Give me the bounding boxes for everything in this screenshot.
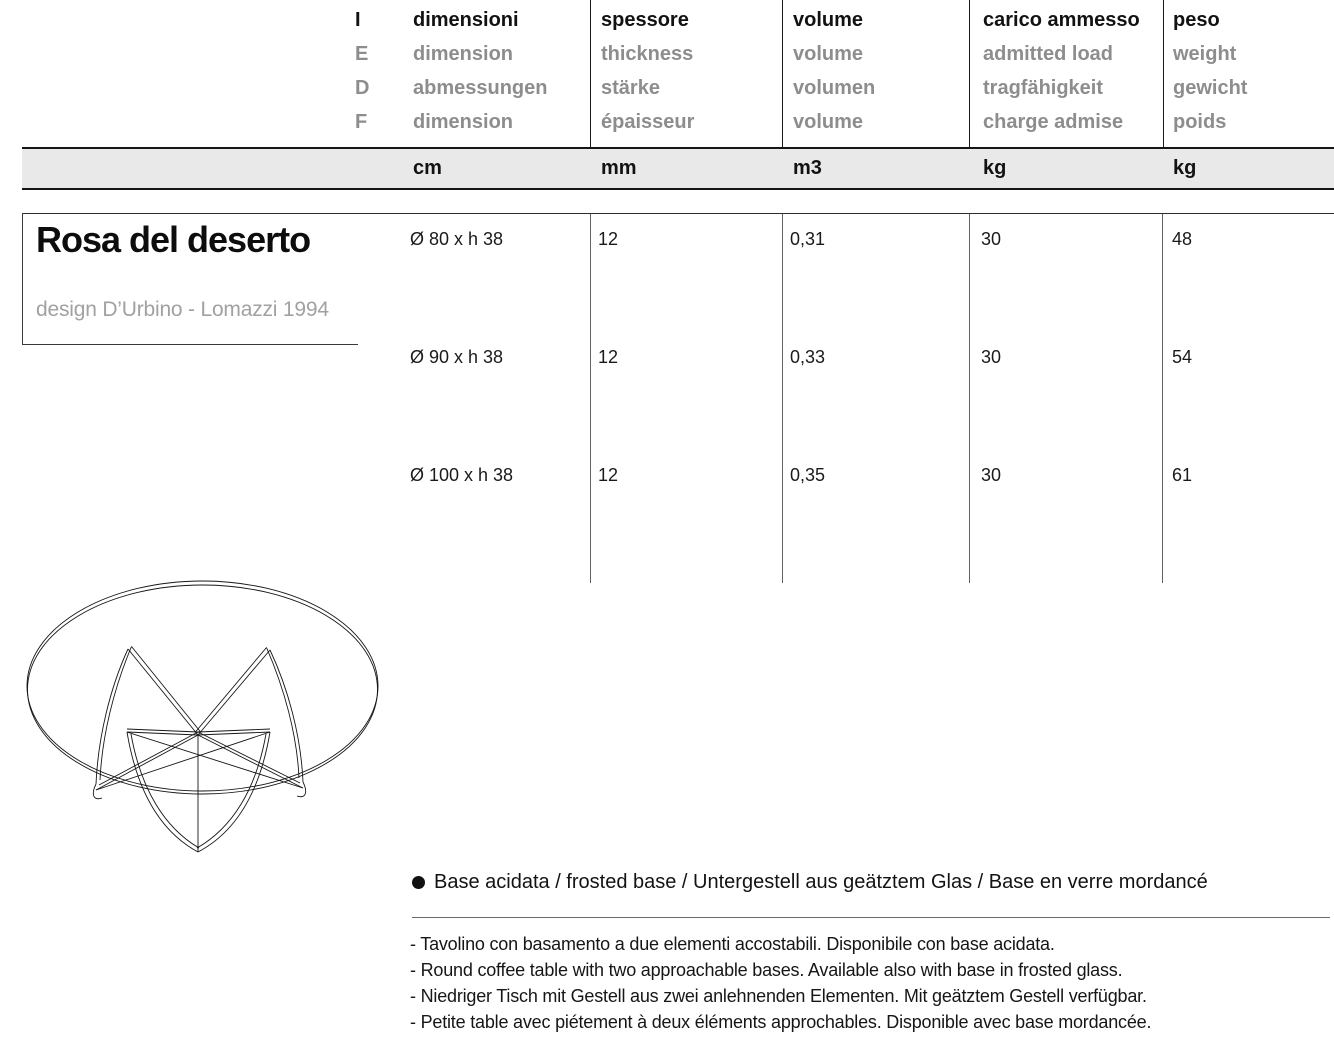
spec-cell-thickness: 12 (598, 347, 619, 367)
table-wireframe-drawing (15, 566, 400, 866)
title-box-left-rule (22, 213, 23, 344)
unit-label: mm (601, 157, 637, 179)
title-box-bottom-rule (22, 344, 358, 345)
description-line-it: - Tavolino con basamento a due elementi accostabili. Disponibile con base acidata. (410, 934, 1055, 954)
spec-cell-weight: 54 (1172, 347, 1193, 367)
column-label: tragfähigkeit (983, 77, 1104, 99)
spec-cell-volume: 0,33 (790, 347, 826, 367)
language-letter: D (355, 77, 370, 99)
column-label: stärke (601, 77, 660, 99)
column-label: peso (1173, 9, 1220, 31)
column-label: volume (793, 9, 864, 31)
column-divider-line (969, 0, 970, 147)
spec-cell-load: 30 (981, 229, 1002, 249)
column-header-dimension (413, 3, 547, 139)
column-divider-line (782, 0, 783, 147)
column-label: weight (1173, 43, 1237, 65)
column-header-load (983, 3, 1140, 139)
spec-cell-thickness: 12 (598, 229, 619, 249)
column-divider-line (590, 0, 591, 147)
unit-label: m3 (793, 157, 822, 179)
spec-cell-thickness: 12 (598, 465, 619, 485)
glass-top-ellipse (27, 581, 378, 794)
column-label: poids (1173, 111, 1227, 133)
spec-cell-weight: 61 (1172, 465, 1193, 485)
column-label: épaisseur (601, 111, 695, 133)
spec-cell-dimension: Ø 80 x h 38 (410, 229, 504, 249)
spec-cell-dimension: Ø 100 x h 38 (410, 465, 514, 485)
column-label: spessore (601, 9, 689, 31)
column-label: volume (793, 43, 864, 65)
spec-cell-weight: 48 (1172, 229, 1193, 249)
units-band (22, 147, 1334, 190)
column-divider-line (969, 214, 970, 583)
description-line-en: - Round coffee table with two approachable bases. Available also with base in frosted glass. (410, 960, 1123, 980)
column-label: carico ammesso (983, 9, 1140, 31)
option-note-text: Base acidata / frosted base / Untergestell aus geätztem Glas / Base en verre mordancé (434, 871, 1208, 893)
description-block (410, 931, 1151, 1035)
column-header-thickness (601, 3, 694, 139)
spec-cell-volume: 0,35 (790, 465, 826, 485)
table-top-rule (22, 213, 1334, 214)
design-credit: design D’Urbino - Lomazzi 1994 (36, 298, 329, 321)
language-column (355, 3, 369, 139)
unit-label: kg (1173, 157, 1197, 179)
column-label: volume (793, 111, 864, 133)
description-line-de: - Niedriger Tisch mit Gestell aus zwei anlehnenden Elementen. Mit geätztem Gestell verfügbar. (410, 986, 1147, 1006)
column-divider-line (590, 214, 591, 583)
unit-label: kg (983, 157, 1007, 179)
language-letter: E (355, 43, 369, 65)
column-label: dimension (413, 43, 514, 65)
column-label: abmessungen (413, 77, 548, 99)
product-title: Rosa del deserto (36, 219, 311, 260)
column-divider-line (782, 214, 783, 583)
column-divider-line (1163, 0, 1164, 147)
column-label: dimensioni (413, 9, 519, 31)
column-label: admitted load (983, 43, 1114, 65)
spec-cell-volume: 0,31 (790, 229, 826, 249)
language-letter: I (355, 9, 361, 31)
column-label: volumen (793, 77, 876, 99)
column-label: charge admise (983, 111, 1124, 133)
column-header-weight (1173, 3, 1247, 139)
base-right-sail (195, 648, 306, 797)
language-letter: F (355, 111, 368, 133)
column-label: thickness (601, 43, 694, 65)
column-label: gewicht (1173, 77, 1248, 99)
base-left-sail (93, 647, 201, 799)
unit-label: cm (413, 157, 442, 179)
spec-cell-load: 30 (981, 347, 1002, 367)
column-divider-line (1162, 214, 1163, 583)
spec-cell-dimension: Ø 90 x h 38 (410, 347, 504, 367)
column-header-volume (793, 3, 875, 139)
base-front-petal (127, 732, 270, 852)
note-divider-rule (412, 917, 1330, 918)
bullet-icon (412, 876, 425, 889)
option-note (412, 871, 1208, 894)
spec-cell-load: 30 (981, 465, 1002, 485)
description-line-fr: - Petite table avec piétement à deux éléments approchables. Disponible avec base mordancée. (410, 1012, 1152, 1032)
column-label: dimension (413, 111, 514, 133)
